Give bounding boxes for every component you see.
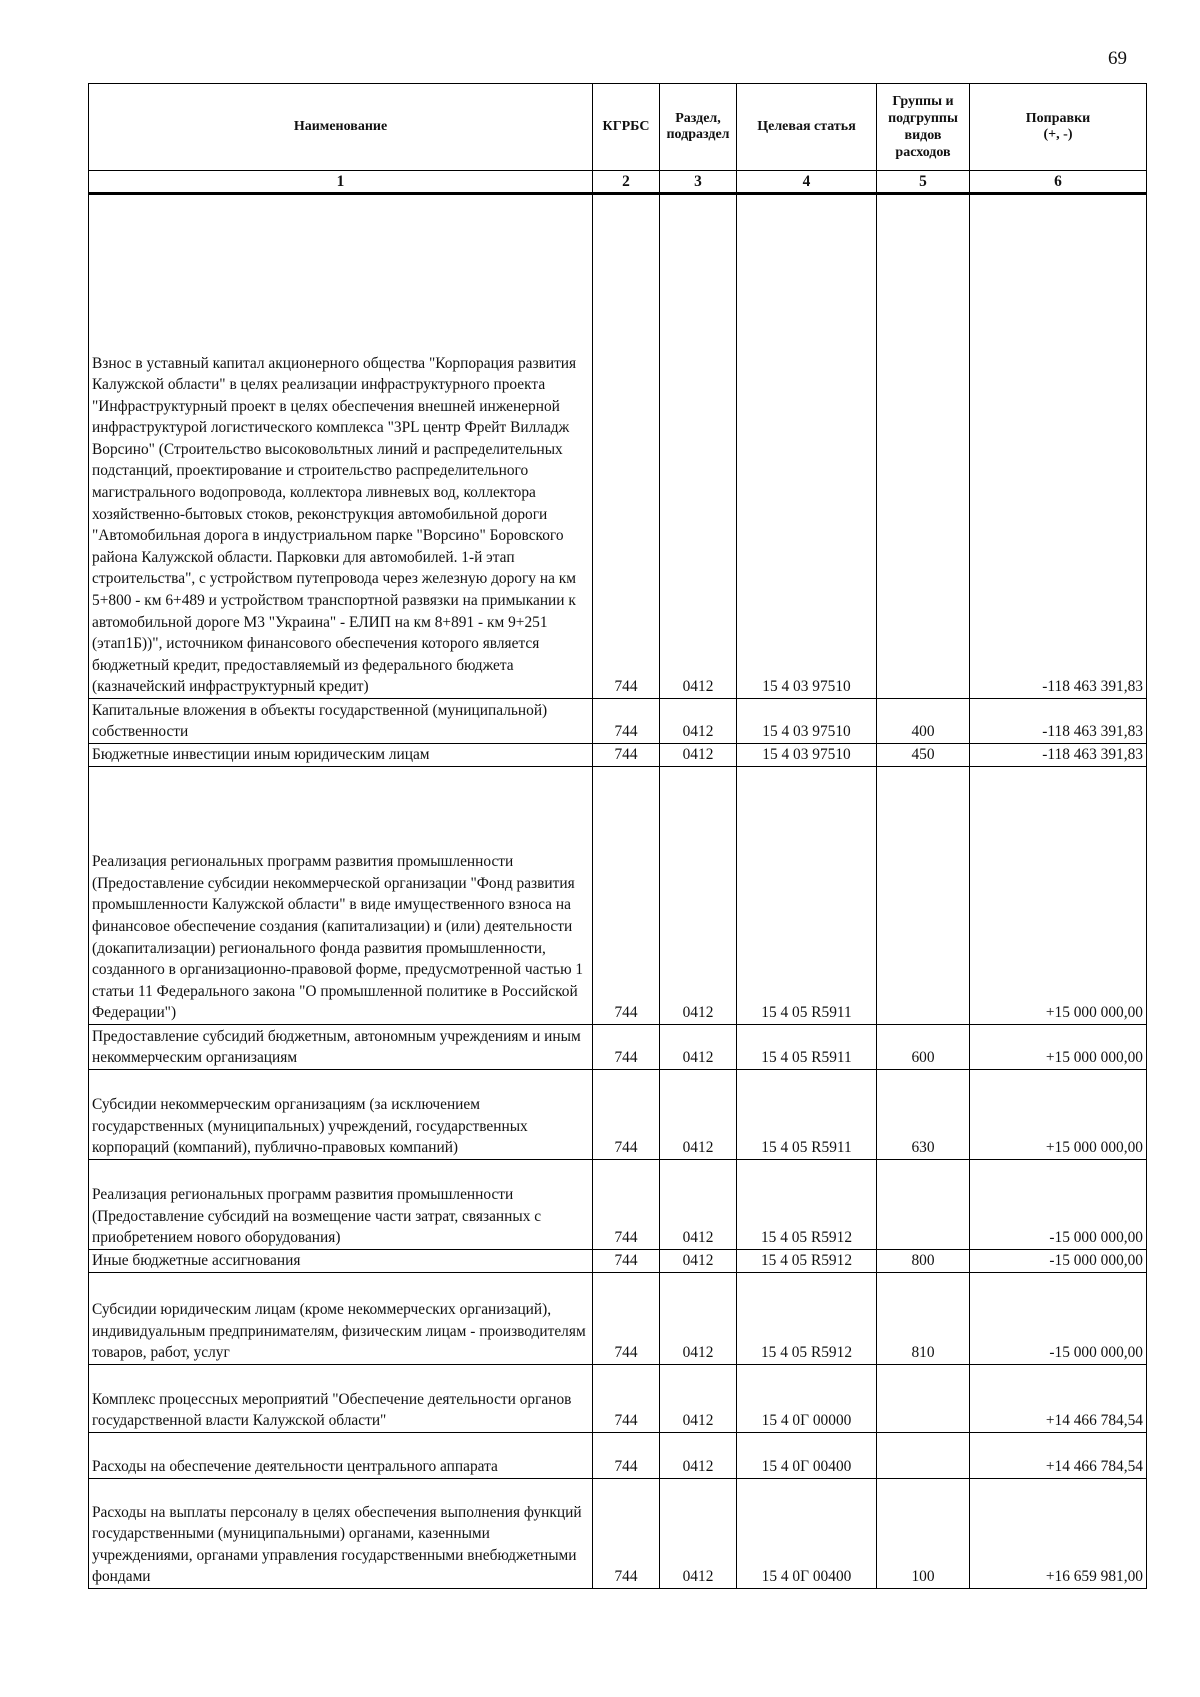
row-target: 15 4 0Г 00400: [737, 1479, 877, 1589]
row-name: Расходы на выплаты персоналу в целях обеспечения выполнения функций государственными (муниципальными) органами, казенными учреждениями, органами управления государственными внебюджетными фондами: [89, 1479, 593, 1589]
header-name: Наименование: [89, 84, 593, 171]
header-amendments: [970, 84, 1147, 171]
row-target: 15 4 05 R5912: [737, 1273, 877, 1365]
column-number: 3: [660, 171, 737, 194]
row-amount: -118 463 391,83: [970, 744, 1147, 767]
row-amount: +14 466 784,54: [970, 1365, 1147, 1433]
row-target: 15 4 05 R5911: [737, 1025, 877, 1070]
row-target: 15 4 05 R5911: [737, 1070, 877, 1160]
table-row: [89, 699, 1147, 744]
column-number: 4: [737, 171, 877, 194]
row-amount: -15 000 000,00: [970, 1250, 1147, 1273]
row-section: 0412: [660, 1365, 737, 1433]
table-row: [89, 1479, 1147, 1589]
table-row: [89, 1070, 1147, 1160]
row-name: Реализация региональных программ развития промышленности (Предоставление субсидии некоммерческой организации "Фонд развития промышленности Калужской области" в виде имущественного взноса на финансовое обеспечение создания (капитализации) и (или) деятельности (докапитализации) регионального фонда развития промышленности, созданного в организационно-правовой форме, предусмотренной частью 1 статьи 11 Федерального закона "О промышленной политике в Российской Федерации"): [89, 767, 593, 1025]
header-kgrbs: КГРБС: [593, 84, 660, 171]
column-number-row: [89, 171, 1147, 194]
row-section: 0412: [660, 194, 737, 699]
row-name: Капитальные вложения в объекты государственной (муниципальной) собственности: [89, 699, 593, 744]
row-name: Иные бюджетные ассигнования: [89, 1250, 593, 1273]
row-kgrbs: 744: [593, 1433, 660, 1479]
header-amendments-sign: (+, -): [1043, 127, 1073, 142]
row-group: 630: [877, 1070, 970, 1160]
row-amount: +15 000 000,00: [970, 1025, 1147, 1070]
row-section: 0412: [660, 699, 737, 744]
row-group: 800: [877, 1250, 970, 1273]
row-name: Реализация региональных программ развития промышленности (Предоставление субсидий на возмещение части затрат, связанных с приобретением нового оборудования): [89, 1160, 593, 1250]
table-row: [89, 744, 1147, 767]
header-group: Группы и подгруппы видов расходов: [877, 84, 970, 171]
row-target: 15 4 05 R5911: [737, 767, 877, 1025]
table-row: [89, 1160, 1147, 1250]
row-name: Расходы на обеспечение деятельности центрального аппарата: [89, 1433, 593, 1479]
table-header-row: [89, 84, 1147, 171]
row-kgrbs: 744: [593, 767, 660, 1025]
row-kgrbs: 744: [593, 1250, 660, 1273]
row-group: [877, 1365, 970, 1433]
table-row: [89, 1025, 1147, 1070]
row-kgrbs: 744: [593, 1160, 660, 1250]
row-kgrbs: 744: [593, 699, 660, 744]
row-name: Бюджетные инвестиции иным юридическим лицам: [89, 744, 593, 767]
row-name: Комплекс процессных мероприятий "Обеспечение деятельности органов государственной власти Калужской области": [89, 1365, 593, 1433]
row-section: 0412: [660, 1070, 737, 1160]
row-amount: -118 463 391,83: [970, 194, 1147, 699]
row-group: [877, 1433, 970, 1479]
row-group: 810: [877, 1273, 970, 1365]
row-amount: -15 000 000,00: [970, 1273, 1147, 1365]
row-name: Субсидии юридическим лицам (кроме некоммерческих организаций), индивидуальным предпринимателям, физическим лицам - производителям товаров, работ, услуг: [89, 1273, 593, 1365]
row-amount: +15 000 000,00: [970, 1070, 1147, 1160]
row-section: 0412: [660, 1250, 737, 1273]
table-row: [89, 767, 1147, 1025]
table-row: [89, 1250, 1147, 1273]
row-section: 0412: [660, 1479, 737, 1589]
row-target: 15 4 0Г 00400: [737, 1433, 877, 1479]
row-kgrbs: 744: [593, 1479, 660, 1589]
row-group: 450: [877, 744, 970, 767]
row-section: 0412: [660, 744, 737, 767]
row-group: 100: [877, 1479, 970, 1589]
row-section: 0412: [660, 1025, 737, 1070]
row-name: Предоставление субсидий бюджетным, автономным учреждениям и иным некоммерческим организациям: [89, 1025, 593, 1070]
page-number: 69: [1108, 48, 1127, 69]
row-kgrbs: 744: [593, 194, 660, 699]
budget-table: [88, 83, 1147, 1589]
row-group: [877, 1160, 970, 1250]
row-group: [877, 194, 970, 699]
row-kgrbs: 744: [593, 1273, 660, 1365]
row-target: 15 4 03 97510: [737, 744, 877, 767]
header-section: Раздел, подраздел: [660, 84, 737, 171]
row-group: 600: [877, 1025, 970, 1070]
table-row: [89, 1273, 1147, 1365]
row-section: 0412: [660, 1273, 737, 1365]
row-group: 400: [877, 699, 970, 744]
row-name: Взнос в уставный капитал акционерного общества "Корпорация развития Калужской области" в целях реализации инфраструктурного проекта "Инфраструктурный проект в целях обеспечения внешней инженерной инфраструктурой логистического комплекса "3PL центр Фрейт Вилладж Ворсино" (Строительство высоковольтных линий и распределительных подстанций, проектирование и строительство распределительного магистрального водопровода, коллектора ливневых вод, коллектора хозяйственно-бытовых стоков, реконструкция автомобильной дороги "Автомобильная дорога в индустриальном парке "Ворсино" Боровского района Калужской области. Парковки для автомобилей. 1-й этап строительства", с устройством путепровода через железную дорогу на км 5+800 - км 6+489 и устройством транспортной развязки на примыкании к автомобильной дороге М3 "Украина" - ЕЛИП на км 8+891 - км 9+251 (этап1Б))", источником финансового обеспечения которого является бюджетный кредит, предоставляемый из федерального бюджета (казначейский инфраструктурный кредит): [89, 194, 593, 699]
table-row: [89, 194, 1147, 699]
row-group: [877, 767, 970, 1025]
header-target: Целевая статья: [737, 84, 877, 171]
row-name: Субсидии некоммерческим организациям (за исключением государственных (муниципальных) учреждений, государственных корпораций (компаний), публично-правовых компаний): [89, 1070, 593, 1160]
table-row: [89, 1433, 1147, 1479]
row-kgrbs: 744: [593, 1070, 660, 1160]
column-number: 2: [593, 171, 660, 194]
row-target: 15 4 0Г 00000: [737, 1365, 877, 1433]
row-kgrbs: 744: [593, 1025, 660, 1070]
row-target: 15 4 05 R5912: [737, 1250, 877, 1273]
column-number: 1: [89, 171, 593, 194]
row-amount: +15 000 000,00: [970, 767, 1147, 1025]
row-amount: +14 466 784,54: [970, 1433, 1147, 1479]
row-amount: -118 463 391,83: [970, 699, 1147, 744]
row-amount: -15 000 000,00: [970, 1160, 1147, 1250]
row-target: 15 4 03 97510: [737, 699, 877, 744]
row-section: 0412: [660, 1160, 737, 1250]
row-amount: +16 659 981,00: [970, 1479, 1147, 1589]
row-section: 0412: [660, 1433, 737, 1479]
header-amendments-title: Поправки: [1025, 111, 1091, 126]
row-target: 15 4 03 97510: [737, 194, 877, 699]
column-number: 6: [970, 171, 1147, 194]
row-section: 0412: [660, 767, 737, 1025]
column-number: 5: [877, 171, 970, 194]
row-kgrbs: 744: [593, 744, 660, 767]
row-target: 15 4 05 R5912: [737, 1160, 877, 1250]
row-kgrbs: 744: [593, 1365, 660, 1433]
table-row: [89, 1365, 1147, 1433]
